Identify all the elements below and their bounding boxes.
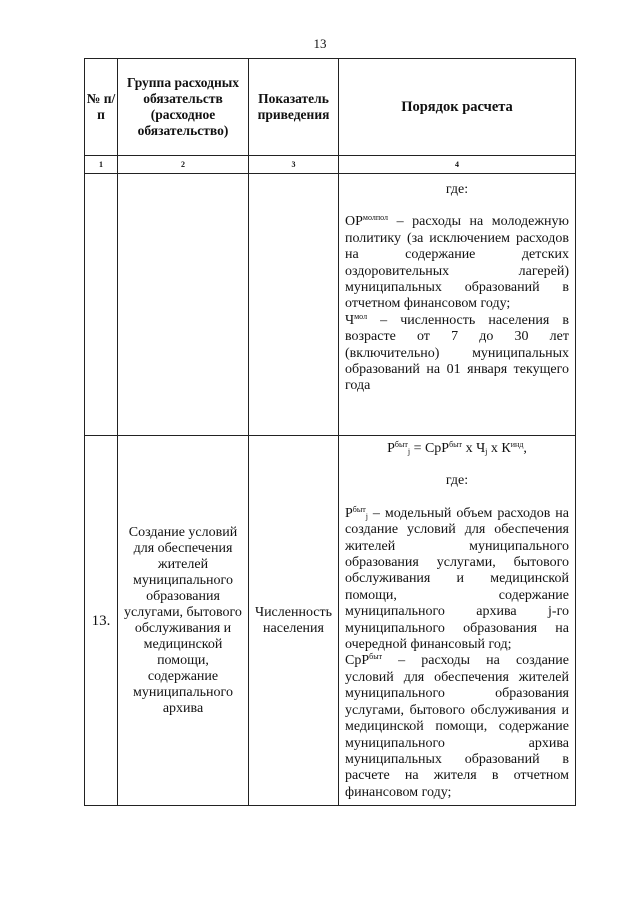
index-cell: 2 [118,156,249,174]
index-cell: 1 [85,156,118,174]
definition-p-byt: $Р^{быт}_j$ – модельный объем расходов на создание условий для обеспечения жителей муниципального образования услугами, бытового обслуживания и медицинской помощи, содержание муниципального архива j-го муниципального образования на очередной финансовый год; [345,504,569,653]
index-row [85,156,576,174]
header-row [85,59,576,156]
row-group-cell [118,174,249,436]
header-indicator: Показатель приведения [249,59,339,156]
table-row [85,436,576,806]
where-label: где: [445,182,469,197]
row-group-cell: Создание условий для обеспечения жителей муниципального образования услугами, бытового обслуживания и медицинской помощи, содержание муниципального архива [118,436,249,806]
definition-srp-byt: СрР$^{быт}$ – расходы на создание условий для обеспечения жителей муниципального образования услугами, бытового обслуживания и медицинской помощи, содержание муниципального архива муниципальных образований в расчете на жителя в отчетном финансовом году; [345,652,569,800]
where-label: где: [445,473,469,489]
header-group: Группа расходных обязательств (расходное обязательство) [118,59,249,156]
index-cell: 3 [249,156,339,174]
definition-ch-mol: $Ч^{мол}$ – численность населения в возрасте от 7 до 30 лет (включительно) муниципальных образований на 01 января текущего года [345,311,569,394]
table-row [85,174,576,436]
index-cell: 4 [339,156,576,174]
header-calculation: Порядок расчета [339,59,576,156]
calculation-cell [339,174,576,436]
row-indicator-cell [249,174,339,436]
row-number-cell: 13. [85,436,118,806]
row-indicator-cell: Численность населения [249,436,339,806]
definition-or-molpol: $ОР^{молпол}$ – расходы на молодежную политику (за исключением расходов на содержание детских оздоровительных лагерей) муниципальных образований в отчетном финансовом году; [345,213,569,312]
row-number-cell [85,174,118,436]
calculation-cell [339,436,576,806]
page-number: 13 [313,36,327,51]
formula: $Р^{быт}_j = СрР^{быт}$ х $Ч_j$ х $К^{инд}$, [387,440,527,456]
header-number: № п/п [85,59,118,156]
calculation-table [84,58,576,806]
